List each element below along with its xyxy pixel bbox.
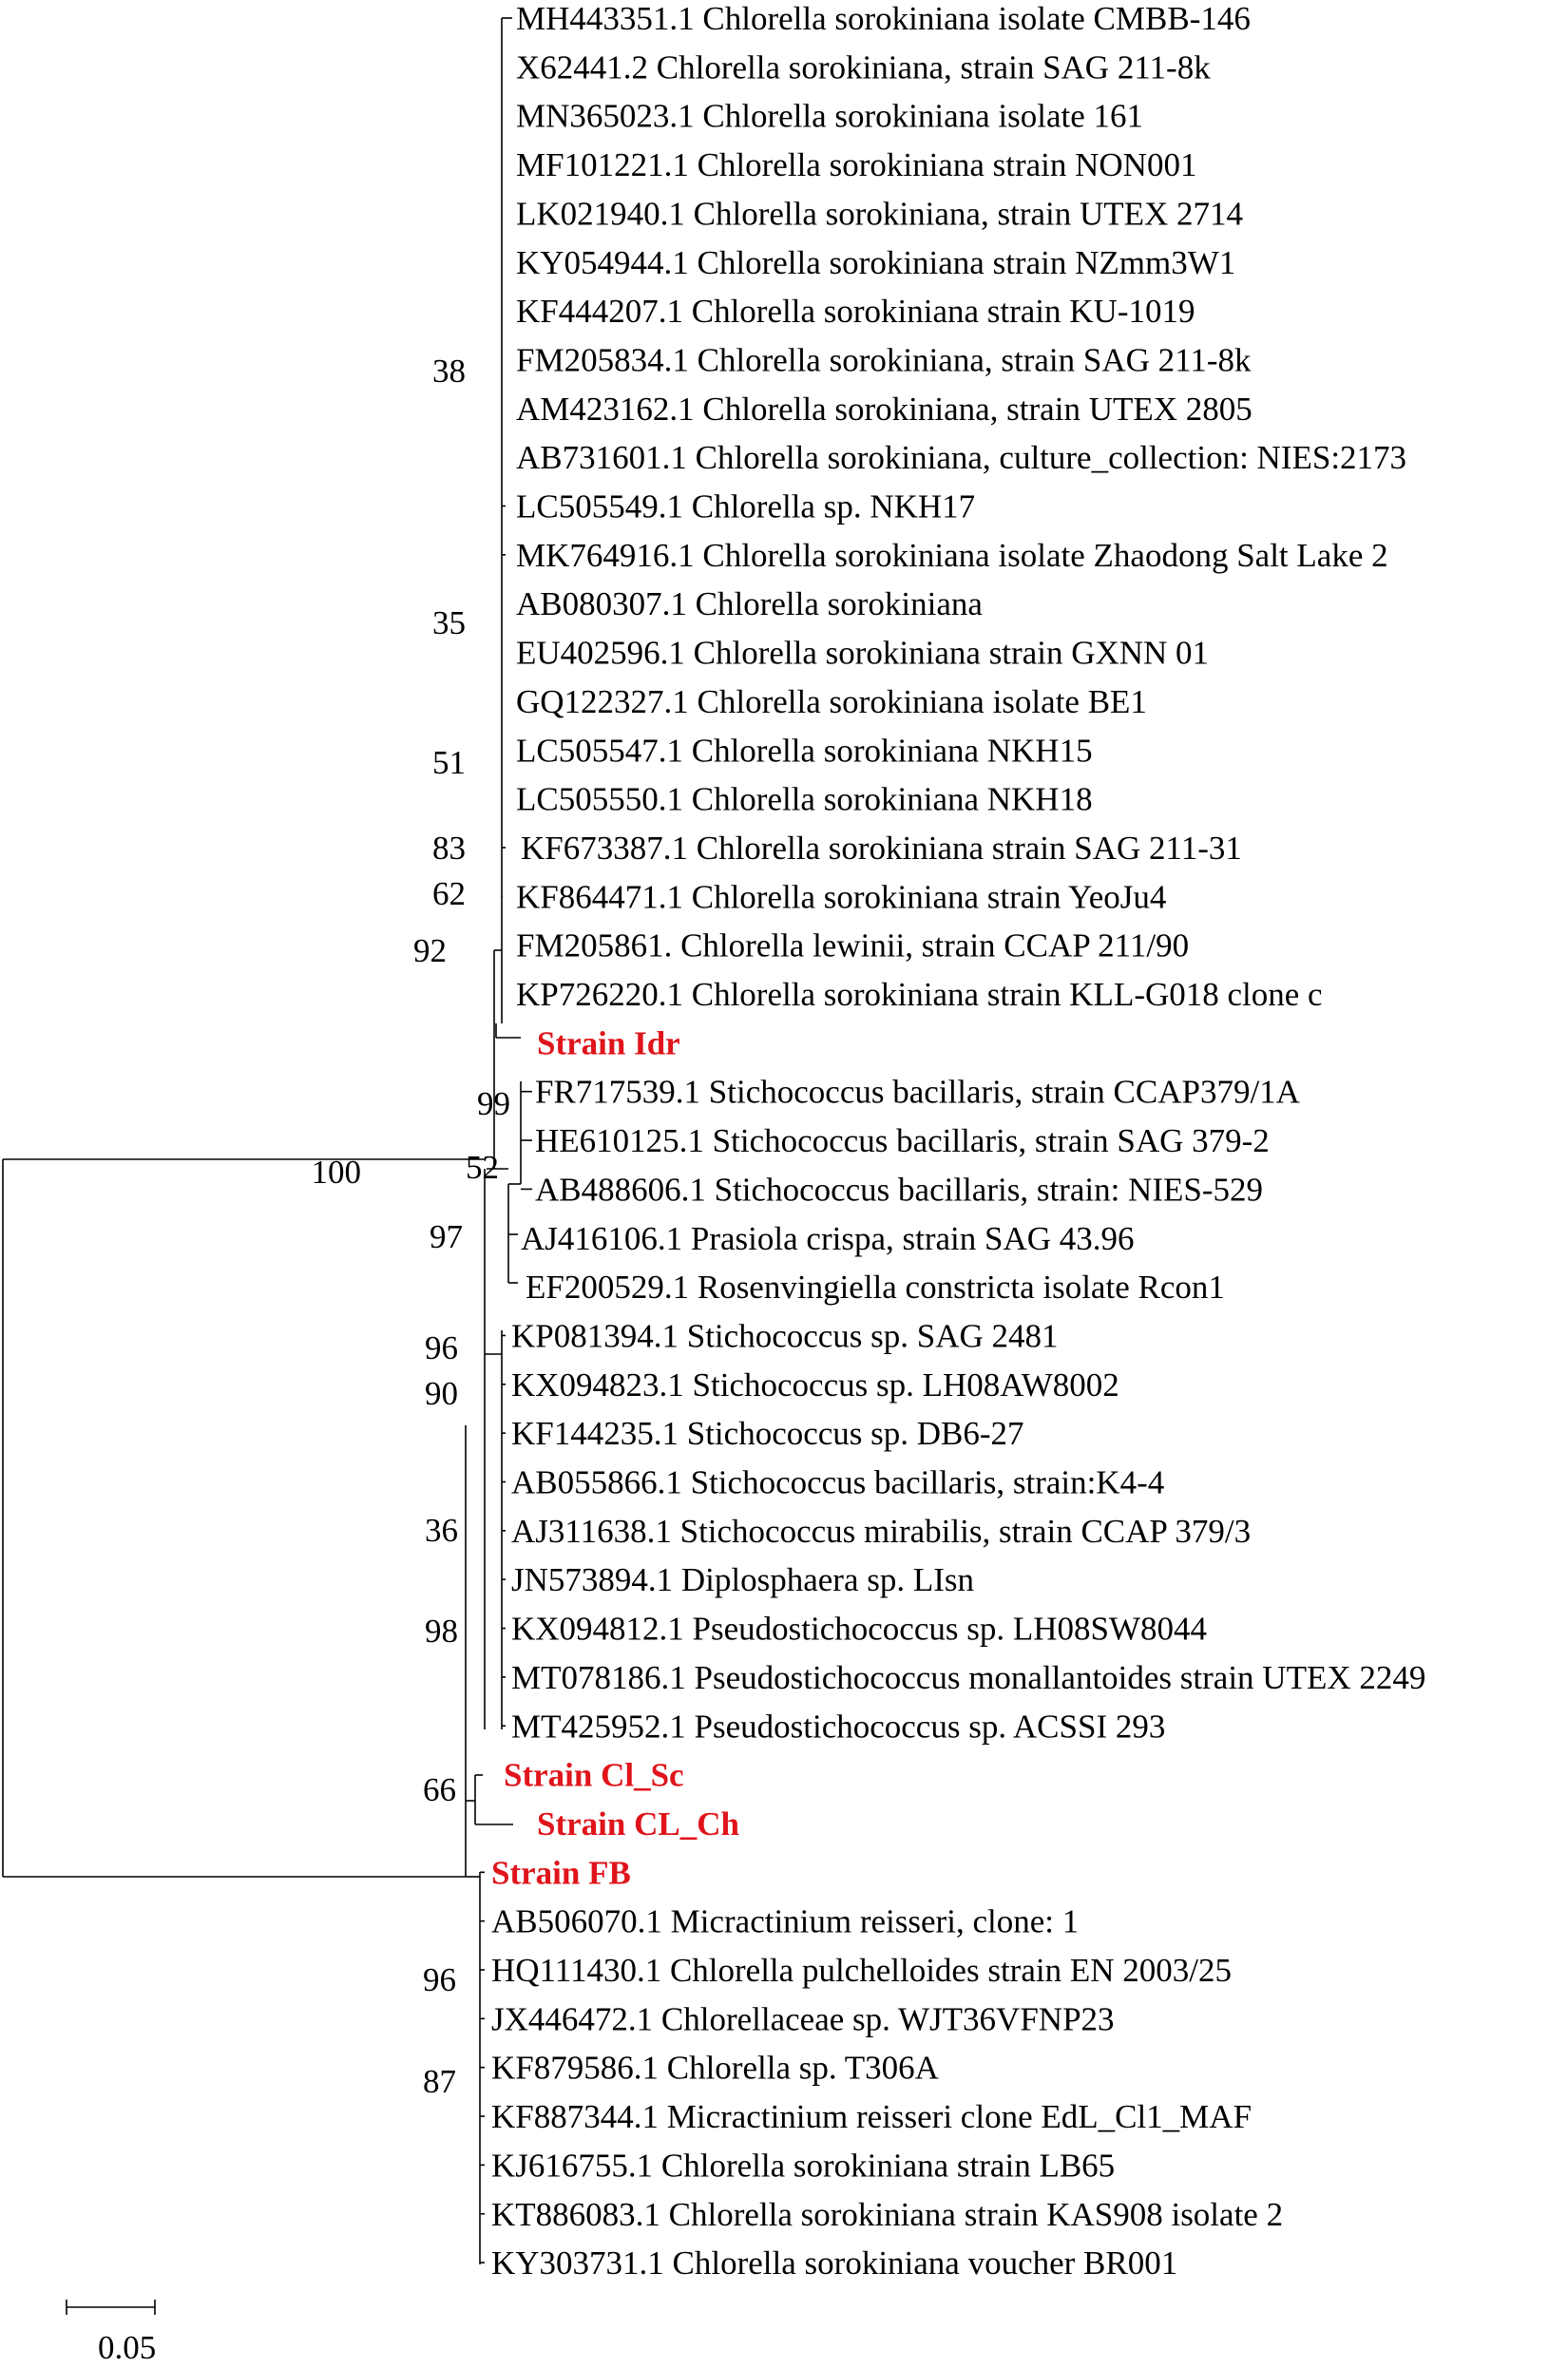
highlighted-strain-label: Strain Cl_Sc [504, 1756, 684, 1794]
leaf-label: KF144235.1 Stichococcus sp. DB6-27 [511, 1415, 1024, 1453]
bootstrap-value: 92 [413, 932, 447, 969]
leaf-label: JX446472.1 Chlorellaceae sp. WJT36VFNP23 [491, 2000, 1115, 2038]
leaf-label: KT886083.1 Chlorella sorokiniana strain KAS908 isolate 2 [491, 2195, 1284, 2233]
bootstrap-value: 62 [432, 875, 466, 912]
leaf-label: AJ416106.1 Prasiola crispa, strain SAG 43.96 [521, 1219, 1135, 1257]
leaf-label: KF673387.1 Chlorella sorokiniana strain SAG 211-31 [521, 829, 1242, 867]
bootstrap-value: 87 [423, 2063, 456, 2100]
leaf-label: AB080307.1 Chlorella sorokiniana [516, 585, 983, 623]
leaf-label: EF200529.1 Rosenvingiella constricta isolate Rcon1 [526, 1269, 1225, 1307]
leaf-label: AB506070.1 Micractinium reisseri, clone: 1 [491, 1902, 1080, 1940]
bootstrap-value: 36 [425, 1512, 458, 1549]
bootstrap-value: 35 [432, 604, 466, 641]
leaf-label: MF101221.1 Chlorella sorokiniana strain NON001 [516, 146, 1197, 184]
scale-bar [67, 2300, 156, 2366]
bootstrap-value: 38 [432, 353, 466, 390]
leaf-label: KP726220.1 Chlorella sorokiniana strain KLL-G018 clone c [516, 976, 1323, 1013]
highlighted-strain-label: Strain CL_Ch [537, 1805, 739, 1843]
leaf-label: LC505549.1 Chlorella sp. NKH17 [516, 487, 976, 525]
highlighted-strain-label: Strain Idr [537, 1024, 680, 1062]
leaf-label: AM423162.1 Chlorella sorokiniana, strain UTEX 2805 [516, 390, 1252, 428]
leaf-label: KY303731.1 Chlorella sorokiniana voucher BR001 [491, 2244, 1178, 2282]
leaf-labels [491, 0, 1425, 2282]
leaf-label: X62441.2 Chlorella sorokiniana, strain SAG 211-8k [516, 48, 1211, 86]
leaf-label: LC505547.1 Chlorella sorokiniana NKH15 [516, 732, 1093, 770]
bootstrap-value: 96 [423, 1961, 456, 1998]
bootstrap-value: 90 [425, 1375, 458, 1412]
leaf-label: HQ111430.1 Chlorella pulchelloides strain EN 2003/25 [491, 1952, 1232, 1989]
leaf-label: KF864471.1 Chlorella sorokiniana strain YeoJu4 [516, 878, 1167, 916]
leaf-label: HE610125.1 Stichococcus bacillaris, strain SAG 379-2 [535, 1122, 1270, 1160]
leaf-label: LC505550.1 Chlorella sorokiniana NKH18 [516, 780, 1093, 818]
bootstrap-value: 96 [425, 1329, 458, 1366]
bootstrap-value: 99 [477, 1085, 510, 1122]
leaf-label: KJ616755.1 Chlorella sorokiniana strain LB65 [491, 2147, 1116, 2185]
leaf-label: KP081394.1 Stichococcus sp. SAG 2481 [511, 1317, 1059, 1355]
leaf-label: MT078186.1 Pseudostichococcus monallantoides strain UTEX 2249 [511, 1658, 1426, 1696]
bootstrap-value: 83 [432, 830, 466, 867]
leaf-label: LK021940.1 Chlorella sorokiniana, strain UTEX 2714 [516, 195, 1244, 233]
leaf-label: MT425952.1 Pseudostichococcus sp. ACSSI 293 [511, 1708, 1166, 1746]
bootstrap-labels [312, 353, 511, 2100]
leaf-label: KY054944.1 Chlorella sorokiniana strain NZmm3W1 [516, 243, 1236, 281]
bootstrap-value: 100 [311, 1154, 361, 1191]
bootstrap-value: 66 [423, 1771, 456, 1808]
leaf-label: FR717539.1 Stichococcus bacillaris, strain CCAP379/1A [535, 1073, 1300, 1111]
bootstrap-value: 52 [466, 1149, 499, 1186]
leaf-label: EU402596.1 Chlorella sorokiniana strain GXNN 01 [516, 634, 1210, 672]
leaf-label: AB488606.1 Stichococcus bacillaris, strain: NIES-529 [535, 1171, 1263, 1209]
leaf-label: KX094823.1 Stichococcus sp. LH08AW8002 [511, 1365, 1119, 1404]
leaf-label: AB055866.1 Stichococcus bacillaris, strain:K4-4 [511, 1463, 1165, 1501]
leaf-label: MK764916.1 Chlorella sorokiniana isolate Zhaodong Salt Lake 2 [516, 536, 1388, 574]
bootstrap-value: 51 [432, 744, 466, 781]
leaf-label: AJ311638.1 Stichococcus mirabilis, strain CCAP 379/3 [511, 1512, 1252, 1550]
leaf-label: AB731601.1 Chlorella sorokiniana, culture_collection: NIES:2173 [516, 439, 1407, 477]
leaf-label: FM205834.1 Chlorella sorokiniana, strain SAG 211-8k [516, 341, 1252, 379]
bootstrap-value: 98 [425, 1613, 458, 1650]
scale-bar-label: 0.05 [98, 2329, 157, 2366]
bootstrap-value: 97 [430, 1218, 463, 1255]
leaf-label: JN573894.1 Diplosphaera sp. LIsn [511, 1561, 975, 1599]
leaf-label: FM205861. Chlorella lewinii, strain CCAP 211/90 [516, 926, 1190, 964]
leaf-label: KX094812.1 Pseudostichococcus sp. LH08SW8044 [511, 1610, 1208, 1648]
leaf-label: MN365023.1 Chlorella sorokiniana isolate 161 [516, 97, 1144, 135]
leaf-label: KF887344.1 Micractinium reisseri clone EdL_Cl1_MAF [491, 2098, 1252, 2136]
leaf-label: MH443351.1 Chlorella sorokiniana isolate CMBB-146 [516, 0, 1251, 37]
highlighted-strain-label: Strain FB [491, 1854, 631, 1892]
leaf-label: KF444207.1 Chlorella sorokiniana strain KU-1019 [516, 293, 1195, 331]
leaf-label: KF879586.1 Chlorella sp. T306A [491, 2049, 939, 2087]
leaf-label: GQ122327.1 Chlorella sorokiniana isolate BE1 [516, 682, 1147, 720]
